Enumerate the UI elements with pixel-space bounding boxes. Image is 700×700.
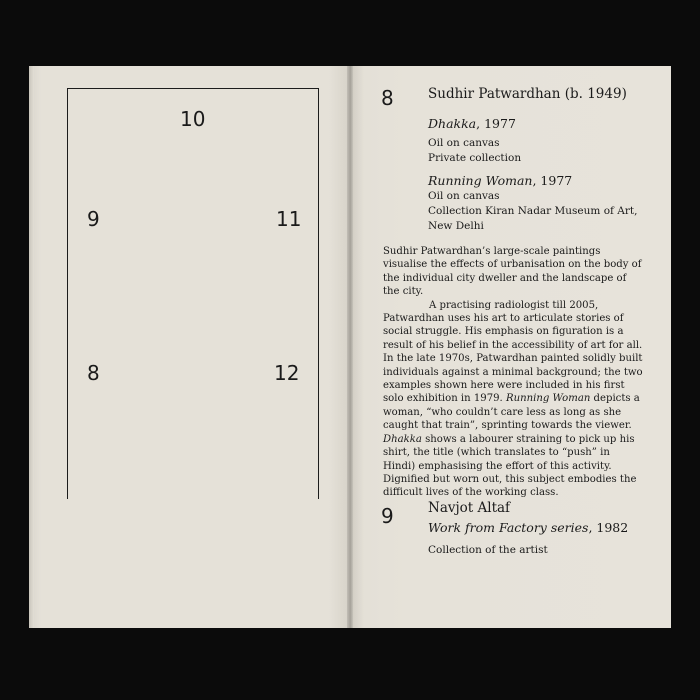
- work-running-woman-title: [428, 173, 572, 188]
- work-dhakka-collection: Private collection: [428, 152, 522, 164]
- para2-part-c: shows a labourer straining to pick up his shirt, the title (which translates to “push” in Hindi) emphasising the effort of this activity. Dignified but worn out, this subject embodies the difficult lives of the working class.: [383, 433, 637, 499]
- work-factory-title: [428, 520, 628, 535]
- para2-part-b: depicts a woman, “who couldn’t care less as long as she caught that train”, sprinting towards the viewer.: [383, 393, 640, 432]
- book-spread: [29, 66, 671, 628]
- room-10-label: 10: [180, 107, 206, 131]
- para2-dhakka: Dhakka: [383, 433, 422, 445]
- work-running-woman-collection: Collection Kiran Nadar Museum of Art,: [428, 205, 638, 217]
- room-9-label: 9: [87, 207, 100, 231]
- room-8-label: 8: [87, 361, 100, 385]
- work-running-woman-medium: Oil on canvas: [428, 190, 500, 202]
- room-11-label: 11: [276, 207, 302, 231]
- work-running-woman-year: , 1977: [532, 173, 573, 188]
- work-dhakka-name: Dhakka: [428, 116, 477, 131]
- floor-plan: [67, 88, 319, 499]
- work-dhakka-meta: [428, 136, 521, 166]
- work-dhakka-title: [428, 116, 516, 131]
- left-page: [29, 66, 350, 628]
- room-12-label: 12: [274, 361, 300, 385]
- entry-8-description: [383, 245, 645, 500]
- work-dhakka-year: , 1977: [476, 116, 516, 131]
- entry-9-artist: Navjot Altaf: [428, 500, 511, 516]
- work-dhakka-medium: Oil on canvas: [428, 137, 500, 149]
- work-factory-year: , 1982: [588, 520, 629, 535]
- description-paragraph-1: Sudhir Patwardhan’s large-scale paintings visualise the effects of urbanisation on the body of the individual city dweller and the landscape of the city.: [383, 246, 642, 298]
- work-factory-collection: Collection of the artist: [428, 544, 548, 556]
- work-running-woman-meta: [428, 189, 637, 234]
- book-gutter: [347, 66, 353, 628]
- para2-running-woman: Running Woman: [505, 393, 591, 405]
- entry-9-number: 9: [381, 504, 394, 528]
- entry-8-number: 8: [381, 86, 394, 110]
- right-page: [350, 66, 671, 628]
- work-factory-name: Work from Factory series: [428, 520, 589, 535]
- para2-part-a: A practising radiologist till 2005, Patwardhan uses his art to articulate stories of social struggle. His emphasis on figuration is a result of his belief in the accessibility of art for all. In the late 1970s, Patwardhan painted solidly built individuals against a minimal background; the two examples shown here were included in his first solo exhibition in 1979.: [383, 299, 643, 405]
- description-paragraph-2: [383, 299, 645, 500]
- work-running-woman-name: Running Woman: [428, 173, 533, 188]
- work-running-woman-collection-city: New Delhi: [428, 220, 484, 232]
- entry-8-artist: Sudhir Patwardhan (b. 1949): [428, 86, 627, 102]
- page-edge: [29, 66, 34, 628]
